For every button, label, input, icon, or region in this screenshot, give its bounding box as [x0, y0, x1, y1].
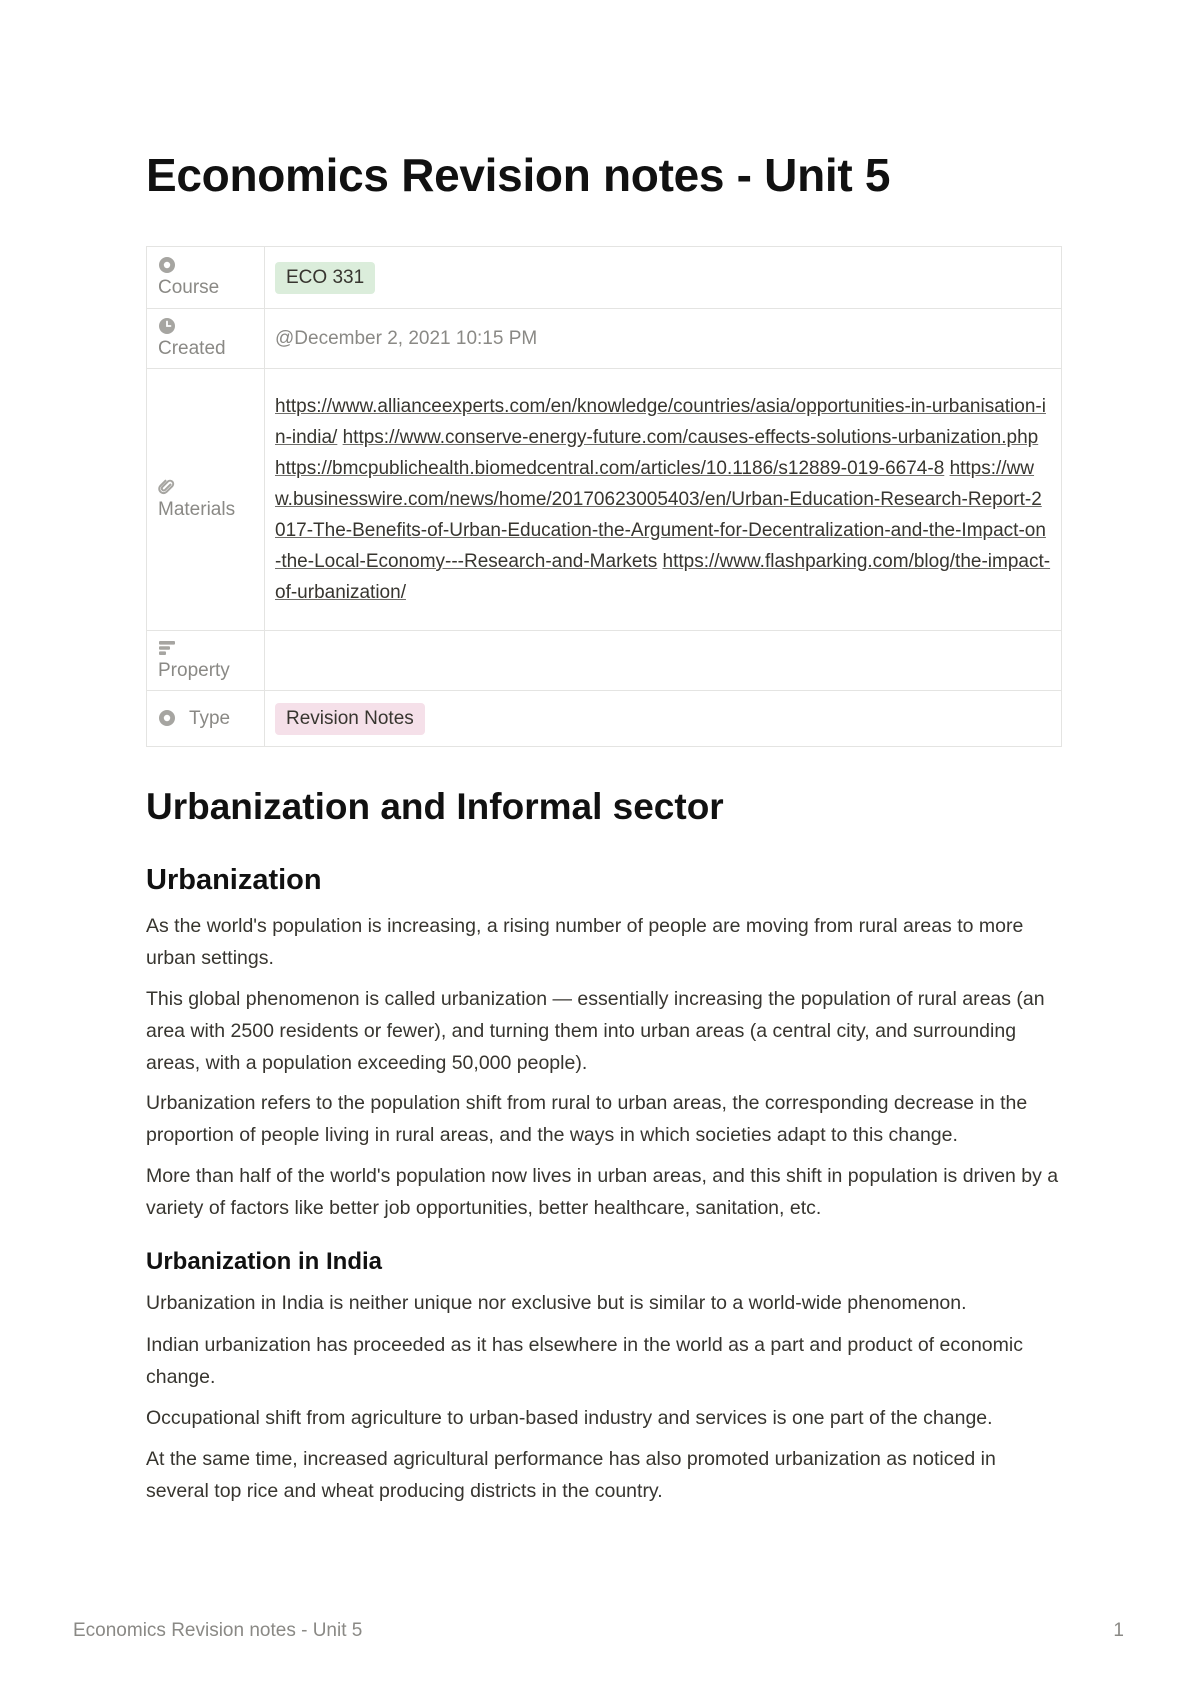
paragraph: This global phenomenon is called urbanization — essentially increasing the population of rural areas (an area with 2500 residents or fewer), and turning them into urban areas (a central city, and surrounding areas, with a population exceeding 50,000 people).: [146, 988, 1045, 1074]
material-link[interactable]: https://bmcpublichealth.biomedcentral.com/articles/10.1186/s12889-019-6674-8: [275, 458, 945, 479]
paragraph: At the same time, increased agricultural performance has also promoted urbanization as noticed in several top rice and wheat producing districts in the country.: [146, 1448, 996, 1502]
material-link[interactable]: https://www.conserve-energy-future.com/causes-effects-solutions-urbanization.php: [342, 427, 1039, 448]
paragraph: Indian urbanization has proceeded as it has elsewhere in the world as a part and product of economic change.: [146, 1334, 1023, 1388]
material-link[interactable]: https://www.flashparking.com/blog/the-impact-of-urbanization/: [275, 551, 1051, 603]
property-row-course: [147, 247, 1062, 309]
section-heading: Urbanization and Informal sector: [146, 786, 724, 827]
status-circle-icon: [158, 256, 176, 274]
property-value-type[interactable]: [265, 691, 1062, 747]
property-row-type: [147, 691, 1062, 747]
material-link[interactable]: https://www.allianceexperts.com/en/knowledge/countries/asia/opportunities-in-urbanisation-in-india/: [275, 396, 1046, 448]
created-date: @December 2, 2021 10:15 PM: [275, 328, 538, 349]
properties-table: [146, 246, 1062, 747]
subsection-heading-urbanization: Urbanization: [146, 864, 322, 896]
paperclip-icon: [158, 478, 176, 496]
property-value-course[interactable]: [265, 247, 1062, 309]
footer-title: Economics Revision notes - Unit 5: [73, 1620, 363, 1641]
property-label: Materials: [158, 498, 236, 520]
property-name-property: [147, 631, 265, 691]
material-link[interactable]: https://www.businesswire.com/news/home/20170623005403/en/Urban-Education-Research-Report-2017-The-Benefits-of-Urban-Education-the-Argument-for-Decentralization-and-the-Impact-on-the-Local-Economy---Research-and-Markets: [275, 458, 1046, 572]
property-name-type: [147, 691, 265, 747]
property-value-materials: [265, 369, 1062, 631]
subsection-heading-india: Urbanization in India: [146, 1248, 383, 1275]
clock-icon: [158, 317, 176, 335]
page-title: Economics Revision notes - Unit 5: [146, 149, 891, 201]
property-name-course: [147, 247, 265, 309]
text-lines-icon: [158, 639, 176, 657]
property-label: Created: [158, 337, 226, 359]
type-tag[interactable]: Revision Notes: [275, 703, 425, 735]
property-label: Type: [188, 707, 231, 729]
property-name-created: [147, 309, 265, 369]
property-row-created: [147, 309, 1062, 369]
property-label: Property: [158, 659, 230, 681]
property-value-created: [265, 309, 1062, 369]
paragraph: Urbanization in India is neither unique nor exclusive but is similar to a world-wide phenomenon.: [146, 1292, 967, 1314]
page-number: 1: [1113, 1620, 1124, 1641]
course-tag[interactable]: ECO 331: [275, 262, 375, 294]
property-row-materials: [147, 369, 1062, 631]
property-row-property: [147, 631, 1062, 691]
paragraph: As the world's population is increasing, a rising number of people are moving from rural areas to more urban settings.: [146, 915, 1024, 969]
property-label: Course: [158, 276, 220, 298]
status-circle-icon: [158, 709, 176, 727]
paragraph: Urbanization refers to the population shift from rural to urban areas, the corresponding decrease in the proportion of people living in rural areas, and the ways in which societies adapt to this change.: [146, 1092, 1028, 1146]
paragraph: Occupational shift from agriculture to urban-based industry and services is one part of the change.: [146, 1407, 993, 1429]
property-name-materials: [147, 369, 265, 631]
paragraph: More than half of the world's population now lives in urban areas, and this shift in population is driven by a variety of factors like better job opportunities, better healthcare, sanitation, etc.: [146, 1165, 1059, 1219]
property-value-property[interactable]: [265, 631, 1062, 691]
